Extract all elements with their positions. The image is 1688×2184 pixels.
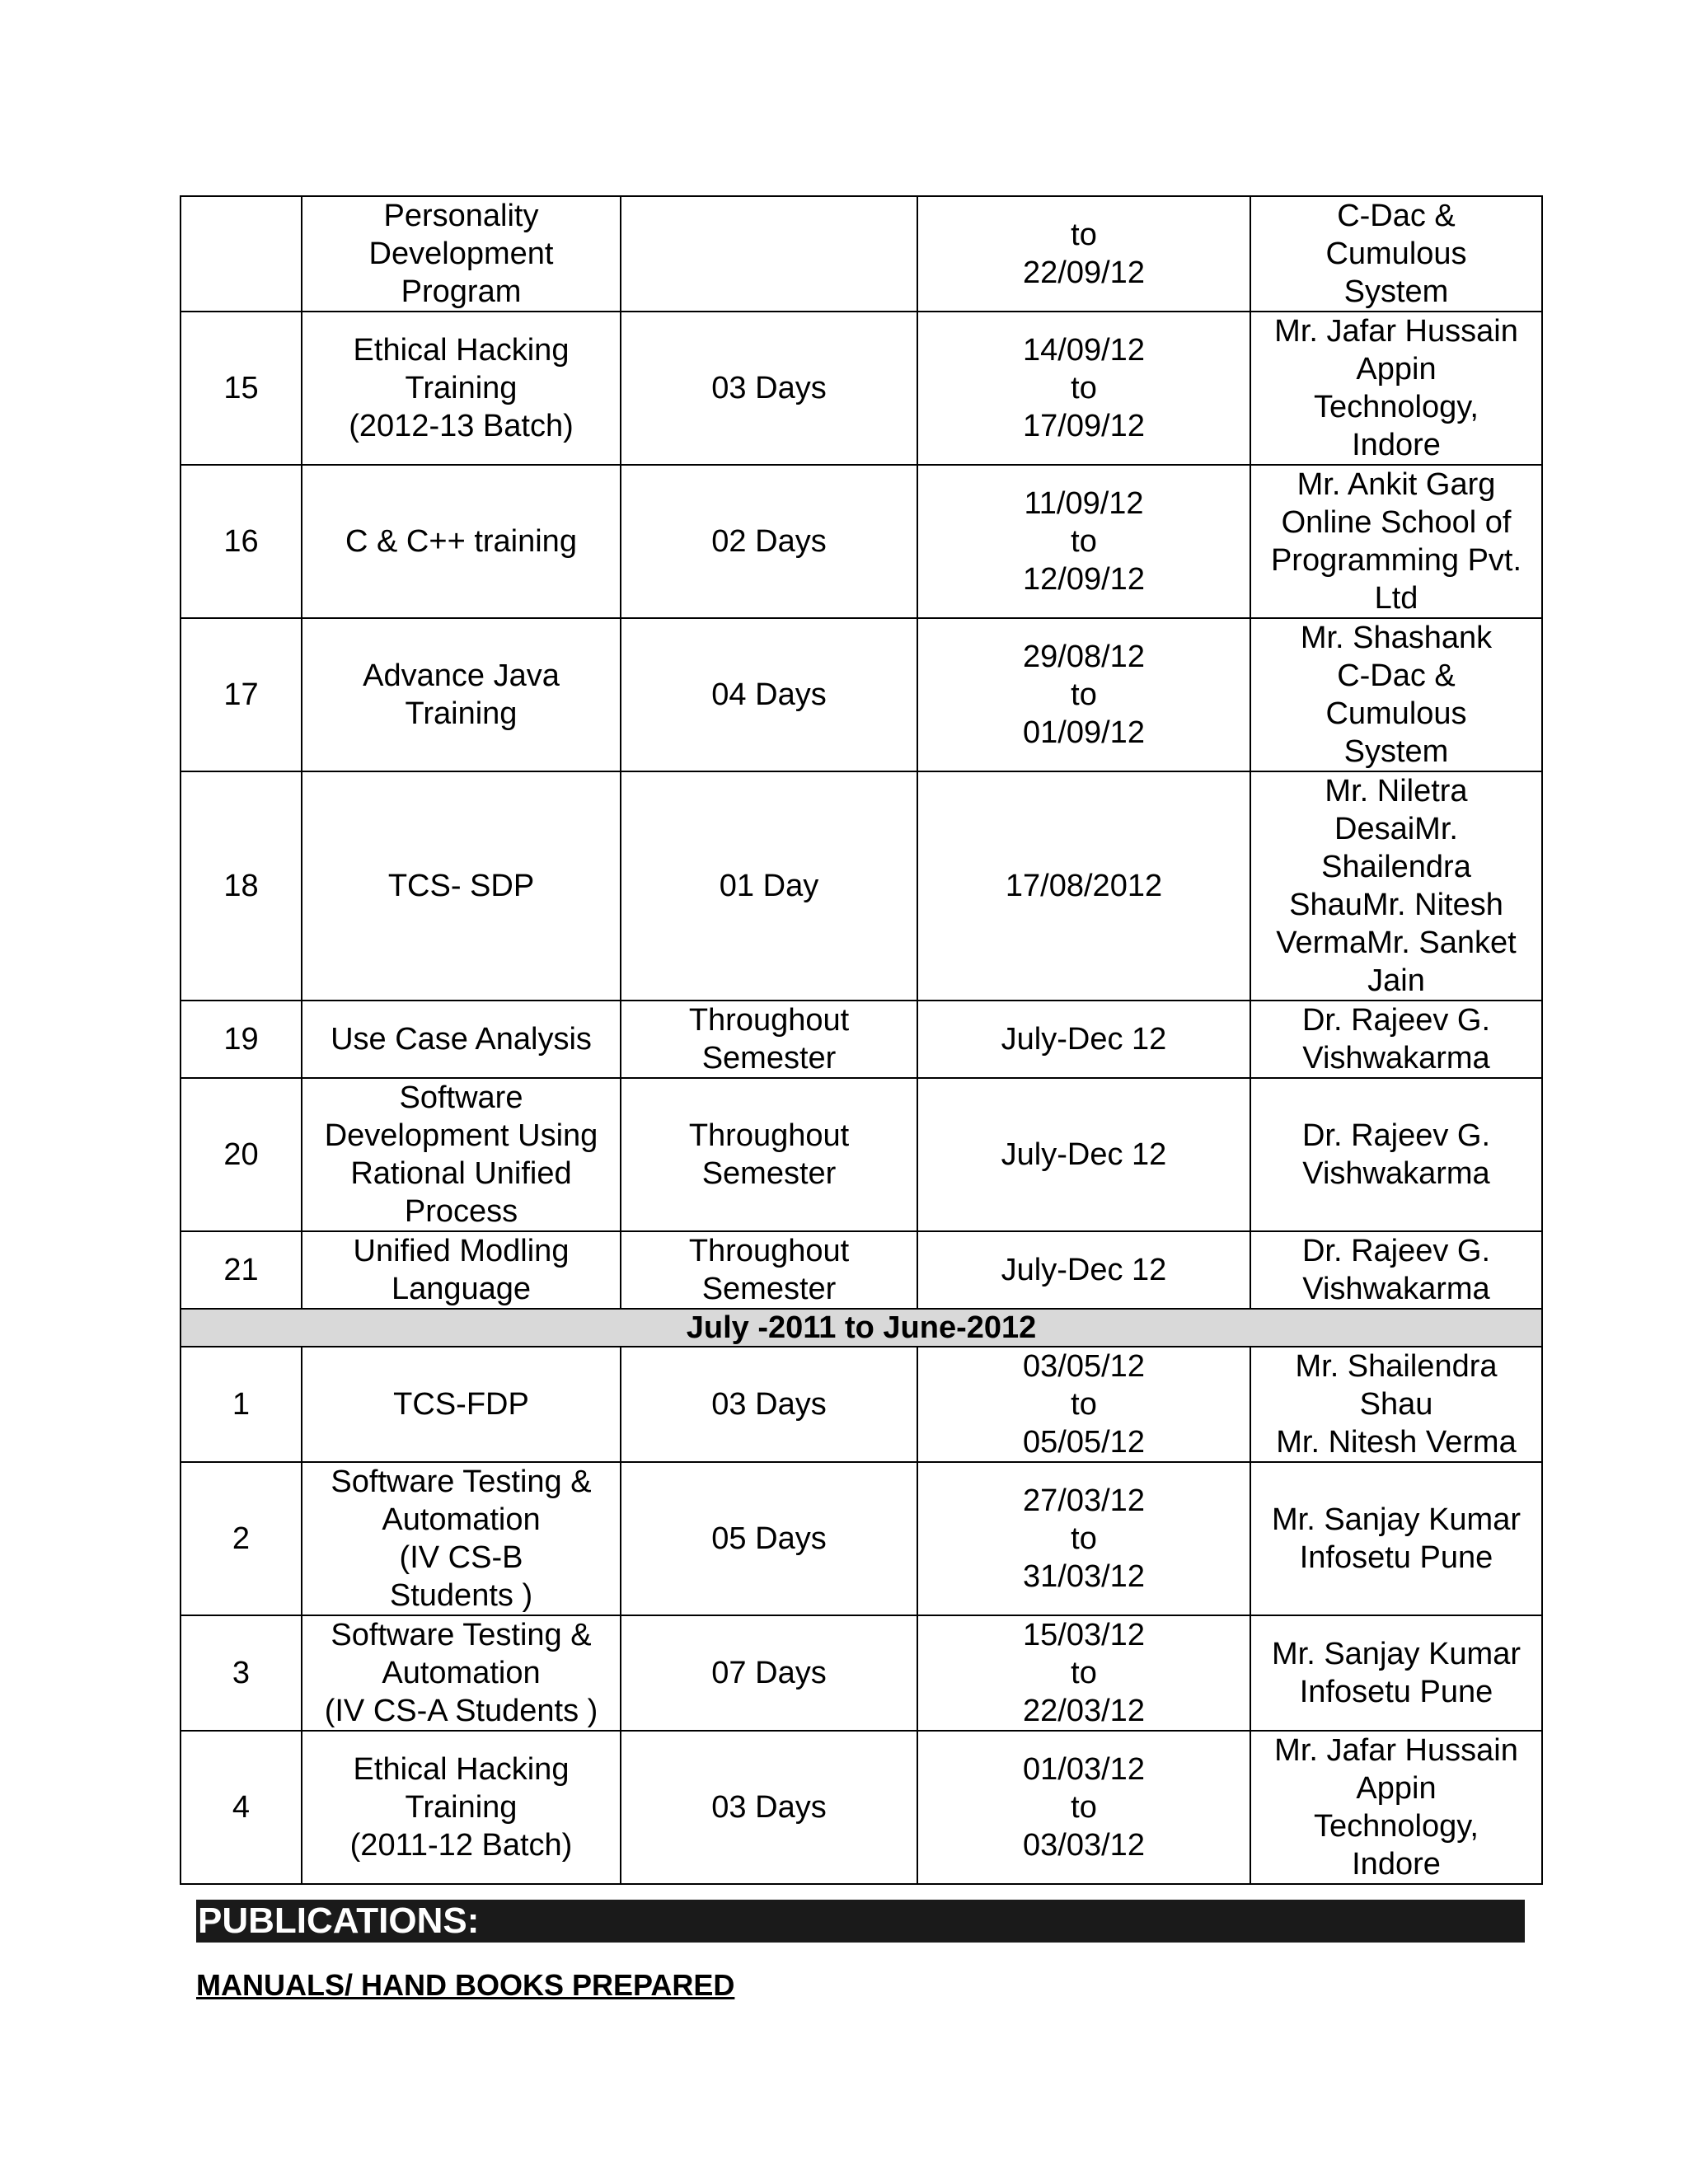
table-row	[181, 1078, 1542, 1231]
dates-cell: 11/09/12 to 12/09/12	[917, 465, 1250, 618]
dates-cell: July-Dec 12	[917, 1231, 1250, 1309]
duration-cell	[621, 196, 917, 312]
table-row	[181, 1731, 1542, 1884]
program-name-cell: Use Case Analysis	[302, 1001, 621, 1078]
dates-cell: July-Dec 12	[917, 1078, 1250, 1231]
duration-cell: 03 Days	[621, 312, 917, 465]
resource-person-cell: Dr. Rajeev G. Vishwakarma	[1250, 1001, 1542, 1078]
serial-number-cell: 20	[181, 1078, 302, 1231]
program-name-cell: Ethical Hacking Training (2012-13 Batch)	[302, 312, 621, 465]
table-row	[181, 1462, 1542, 1615]
serial-number-cell: 15	[181, 312, 302, 465]
duration-cell: 07 Days	[621, 1615, 917, 1731]
duration-cell: 03 Days	[621, 1347, 917, 1462]
serial-number-cell: 16	[181, 465, 302, 618]
table-row	[181, 1615, 1542, 1731]
serial-number-cell: 1	[181, 1347, 302, 1462]
duration-cell: 04 Days	[621, 618, 917, 771]
resource-person-cell: C-Dac & Cumulous System	[1250, 196, 1542, 312]
resource-person-cell: Mr. Niletra DesaiMr. Shailendra ShauMr. Nitesh VermaMr. Sanket Jain	[1250, 771, 1542, 1001]
duration-cell: 03 Days	[621, 1731, 917, 1884]
duration-cell: 02 Days	[621, 465, 917, 618]
table-row	[181, 196, 1542, 312]
table-row	[181, 1001, 1542, 1078]
program-name-cell: Software Testing & Automation (IV CS-A Students )	[302, 1615, 621, 1731]
serial-number-cell: 4	[181, 1731, 302, 1884]
resource-person-cell: Mr. Jafar Hussain Appin Technology, Indore	[1250, 312, 1542, 465]
program-name-cell: Software Development Using Rational Unified Process	[302, 1078, 621, 1231]
dates-cell: to 22/09/12	[917, 196, 1250, 312]
dates-cell: July-Dec 12	[917, 1001, 1250, 1078]
dates-cell: 14/09/12 to 17/09/12	[917, 312, 1250, 465]
duration-cell: 05 Days	[621, 1462, 917, 1615]
serial-number-cell	[181, 196, 302, 312]
duration-cell: Throughout Semester	[621, 1001, 917, 1078]
dates-cell: 15/03/12 to 22/03/12	[917, 1615, 1250, 1731]
resource-person-cell: Mr. Ankit Garg Online School of Programming Pvt. Ltd	[1250, 465, 1542, 618]
serial-number-cell: 17	[181, 618, 302, 771]
program-name-cell: TCS-FDP	[302, 1347, 621, 1462]
section-header-row	[181, 1309, 1542, 1347]
manuals-handbooks-heading: MANUALS/ HAND BOOKS PREPARED	[196, 1968, 735, 2002]
program-name-cell: C & C++ training	[302, 465, 621, 618]
resource-person-cell: Mr. Shashank C-Dac & Cumulous System	[1250, 618, 1542, 771]
resource-person-cell: Mr. Sanjay Kumar Infosetu Pune	[1250, 1615, 1542, 1731]
table-row	[181, 1347, 1542, 1462]
resource-person-cell: Dr. Rajeev G. Vishwakarma	[1250, 1078, 1542, 1231]
serial-number-cell: 19	[181, 1001, 302, 1078]
dates-cell: 01/03/12 to 03/03/12	[917, 1731, 1250, 1884]
resource-person-cell: Dr. Rajeev G. Vishwakarma	[1250, 1231, 1542, 1309]
academic-year-section-label: July -2011 to June-2012	[181, 1309, 1542, 1347]
program-name-cell: TCS- SDP	[302, 771, 621, 1001]
resource-person-cell: Mr. Sanjay Kumar Infosetu Pune	[1250, 1462, 1542, 1615]
dates-cell: 17/08/2012	[917, 771, 1250, 1001]
training-programs-table	[180, 195, 1543, 1885]
dates-cell: 29/08/12 to 01/09/12	[917, 618, 1250, 771]
program-name-cell: Personality Development Program	[302, 196, 621, 312]
program-name-cell: Software Testing & Automation (IV CS-B Students )	[302, 1462, 621, 1615]
table-row	[181, 771, 1542, 1001]
serial-number-cell: 21	[181, 1231, 302, 1309]
table-row	[181, 312, 1542, 465]
resource-person-cell: Mr. Jafar Hussain Appin Technology, Indore	[1250, 1731, 1542, 1884]
program-name-cell: Ethical Hacking Training (2011-12 Batch)	[302, 1731, 621, 1884]
program-name-cell: Unified Modling Language	[302, 1231, 621, 1309]
table-row	[181, 618, 1542, 771]
dates-cell: 03/05/12 to 05/05/12	[917, 1347, 1250, 1462]
serial-number-cell: 18	[181, 771, 302, 1001]
serial-number-cell: 2	[181, 1462, 302, 1615]
program-name-cell: Advance Java Training	[302, 618, 621, 771]
table-row	[181, 465, 1542, 618]
duration-cell: Throughout Semester	[621, 1231, 917, 1309]
duration-cell: Throughout Semester	[621, 1078, 917, 1231]
table-row	[181, 1231, 1542, 1309]
publications-heading: PUBLICATIONS:	[196, 1900, 1525, 1943]
serial-number-cell: 3	[181, 1615, 302, 1731]
dates-cell: 27/03/12 to 31/03/12	[917, 1462, 1250, 1615]
duration-cell: 01 Day	[621, 771, 917, 1001]
resource-person-cell: Mr. Shailendra Shau Mr. Nitesh Verma	[1250, 1347, 1542, 1462]
